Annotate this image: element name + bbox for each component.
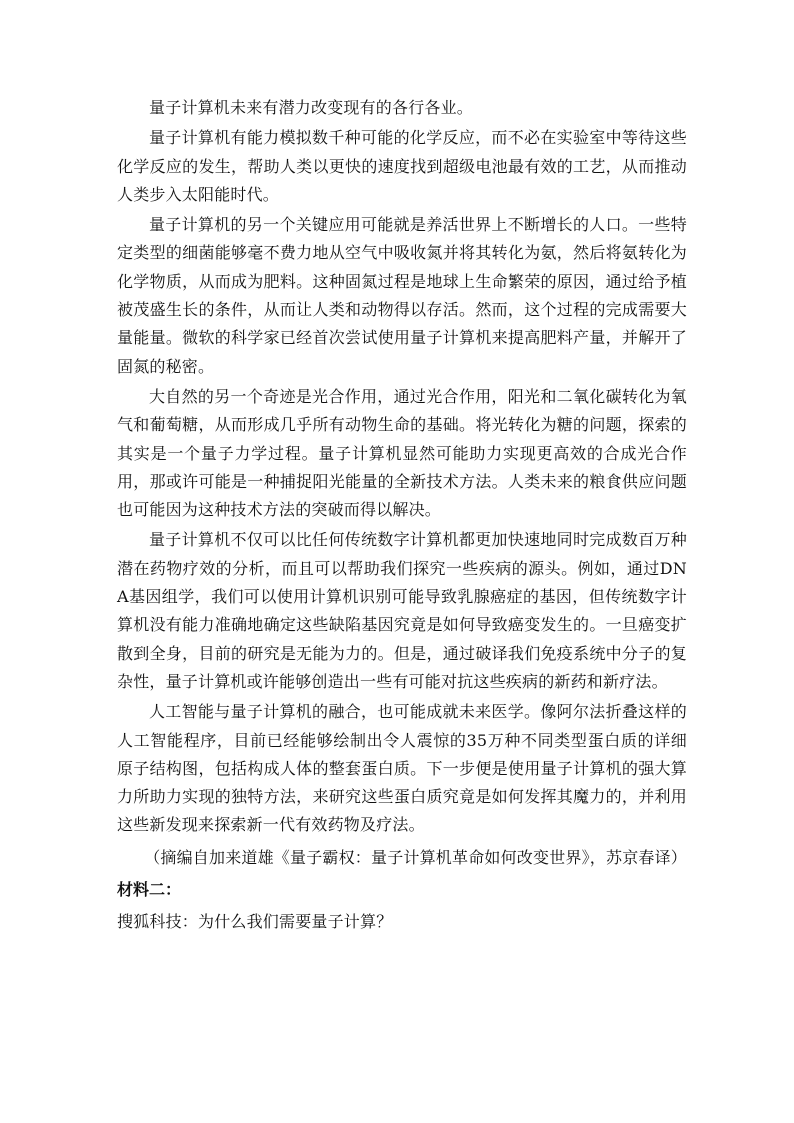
paragraph-fertilizer: 量子计算机的另一个关键应用可能就是养活世界上不断增长的人口。一些特定类型的细菌能够毫不费力地从空气中吸收氮并将其转化为氨，然后将氨转化为化学物质，从而成为肥料。这种固氮过程是地球上生命繁荣的原因，通过给予植被茂盛生长的条件，从而让人类和动物得以存活。然而，这个过程的完成需要大量能量。微软的科学家已经首次尝试使用量子计算机来提高肥料产量，并解开了固氮的秘密。 bbox=[117, 215, 687, 376]
paragraph-ai: 人工智能与量子计算机的融合，也可能成就未来医学。像阿尔法折叠这样的人工智能程序，目前已经能够绘制出令人震惊的35万种不同类型蛋白质的详细原子结构图，包括构成人体的整套蛋白质。下一步便是使用量子计算机的强大算力所助力实现的独特方法，来研究这些蛋白质究竟是如何发挥其魔力的，并利用这些新发现来探索新一代有效药物及疗法。 bbox=[117, 702, 687, 835]
material-title-line: 搜狐科技：为什么我们需要量子计算？ bbox=[117, 912, 393, 932]
document-body bbox=[117, 94, 687, 937]
paragraph-chemistry: 量子计算机有能力模拟数千种可能的化学反应，而不必在实验室中等待这些化学反应的发生，帮助人类以更快的速度找到超级电池最有效的工艺，从而推动人类步入太阳能时代。 bbox=[117, 128, 687, 204]
paragraph-intro: 量子计算机未来有潜力改变现有的各行各业。 bbox=[149, 98, 474, 117]
material-heading: 材料二： bbox=[117, 880, 182, 900]
paragraph-photosynthesis: 大自然的另一个奇迹是光合作用，通过光合作用，阳光和二氧化碳转化为氧气和葡萄糖，从而形成几乎所有动物生命的基础。将光转化为糖的问题，探索的其实是一个量子力学过程。量子计算机显然可能助力实现更高效的合成光合作用，那或许可能是一种捕捉阳光能量的全新技术方法。人类未来的粮食供应问题也可能因为这种技术方法的突破而得以解决。 bbox=[117, 386, 687, 520]
paragraph-medicine: 量子计算机不仅可以比任何传统数字计算机都更加快速地同时完成数百万种潜在药物疗效的分析，而且可以帮助我们探究一些疾病的源头。例如，通过DNA基因组学，我们可以使用计算机识别可能导致乳腺癌症的基因，但传统数字计算机没有能力准确地确定这些缺陷基因究竟是如何导致癌变发生的。一旦癌变扩散到全身，目前的研究是无能为力的。但是，通过破译我们免疫系统中分子的复杂性，量子计算机或许能够创造出一些有可能对抗这些疾病的新药和新疗法。 bbox=[117, 530, 687, 691]
source-citation: （摘编自加来道雄《量子霸权：量子计算机革命如何改变世界》，苏京春译） bbox=[144, 847, 687, 867]
